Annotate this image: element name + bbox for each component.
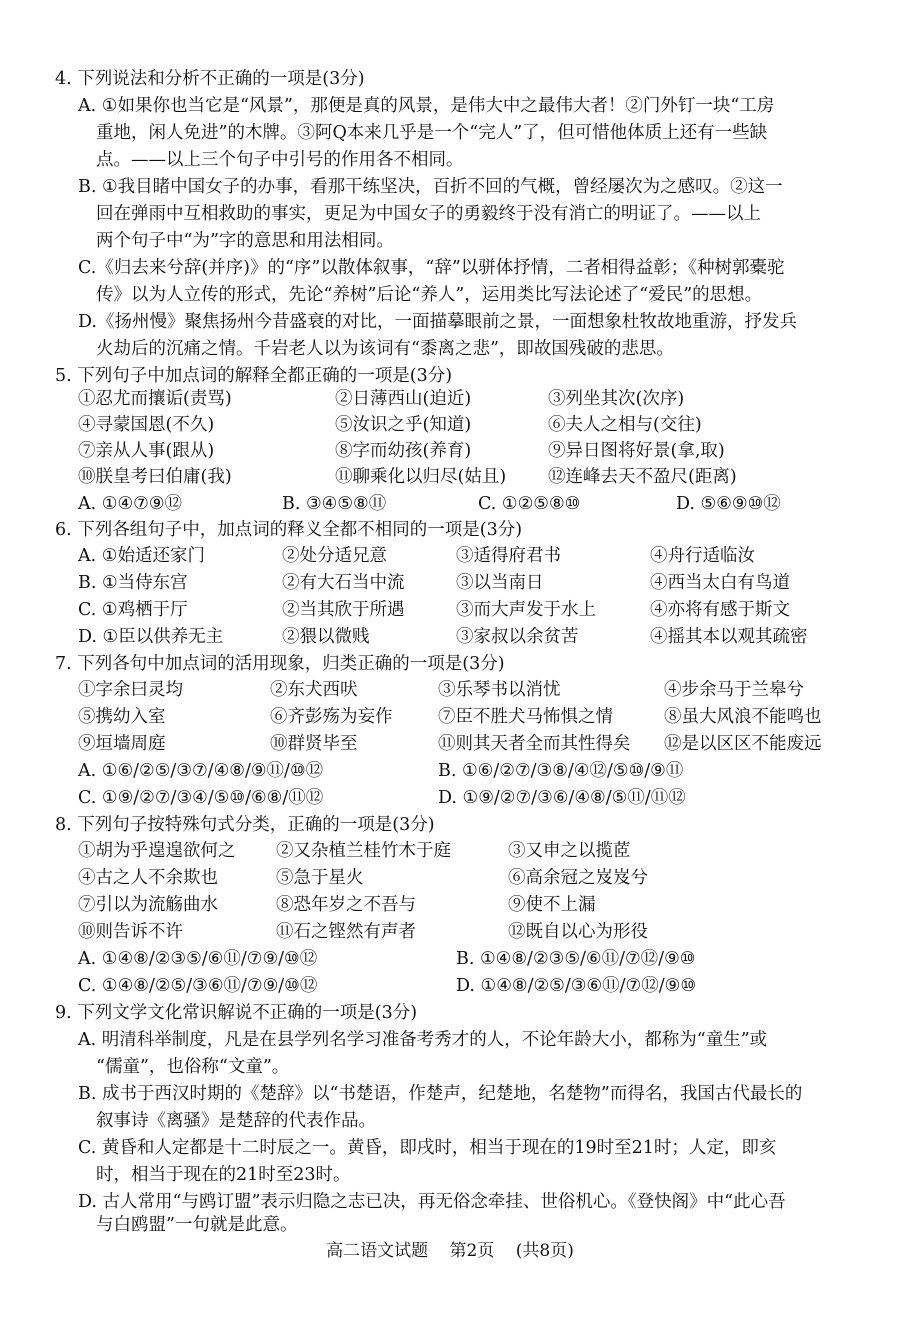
q5-item: ⑧字而幼孩(养育) xyxy=(335,441,472,461)
q9-option-d-cont: 与白鸥盟”一句就是此意。 xyxy=(96,1215,298,1235)
q9-option-b: B. 成书于西汉时期的《楚辞》以“书楚语，作楚声，纪楚地，名楚物”而得名，我国古代最长的 xyxy=(78,1084,803,1104)
q9-option-c-cont: 时，相当于现在的21时至23时。 xyxy=(96,1165,351,1185)
q5-item: ④寻蒙国恩(不久) xyxy=(78,415,215,435)
q9-option-c: C. 黄昏和人定都是十二时辰之一。黄昏，即戌时，相当于现在的19时至21时；人定，即亥 xyxy=(78,1138,777,1158)
q4-stem: 4. 下列说法和分析不正确的一项是(3分) xyxy=(55,69,365,89)
q6-item: C. ①鸡栖于厅 xyxy=(78,600,188,620)
q8-choice-a: A. ①④⑧/②③⑤/⑥⑪/⑦⑨/⑩⑫ xyxy=(78,949,318,969)
q5-choice-b: B. ③④⑤⑧⑪ xyxy=(282,494,387,514)
q5-item: ①忍尤而攘诟(责骂) xyxy=(78,389,232,409)
q6-item: ②有大石当中流 xyxy=(282,573,405,593)
q8-item: ⑦引以为流觞曲水 xyxy=(78,895,218,915)
q7-item: ④步余马于兰皋兮 xyxy=(664,680,804,700)
q9-option-a-cont: “儒童”，也俗称“文童”。 xyxy=(96,1057,290,1077)
q5-item: ③列坐其次(次序) xyxy=(548,389,685,409)
q6-item: ④西当太白有鸟道 xyxy=(650,573,790,593)
q6-item: A. ①始适还家门 xyxy=(78,546,205,566)
q6-item: ②处分适兄意 xyxy=(282,546,387,566)
q7-choice-a: A. ①⑥/②⑤/③⑦/④⑧/⑨⑪/⑩⑫ xyxy=(78,761,324,781)
q5-item: ⑦亲从人事(跟从) xyxy=(78,441,215,461)
q4-option-c-cont: 传》以为人立传的形式，先论“养树”后论“养人”，运用类比写法论述了“爱民”的思想。 xyxy=(96,285,763,305)
q8-item: ⑫既自以心为形役 xyxy=(508,922,648,942)
q7-item: ①字余曰灵均 xyxy=(78,680,183,700)
q6-item: B. ①当侍东宫 xyxy=(78,573,188,593)
q8-item: ④古之人不余欺也 xyxy=(78,868,218,888)
q5-item: ②日薄西山(迫近) xyxy=(335,389,472,409)
q6-item: ④亦将有感于斯文 xyxy=(650,600,790,620)
q7-item: ⑨垣墙周庭 xyxy=(78,734,166,754)
q6-item: D. ①臣以供养无主 xyxy=(78,627,224,647)
q5-item: ⑩朕皇考曰伯庸(我) xyxy=(78,467,232,487)
q5-item: ⑪聊乘化以归尽(姑且) xyxy=(335,467,507,487)
q6-item: ④舟行适临汝 xyxy=(650,546,755,566)
q7-choice-b: B. ①⑥/②⑦/③⑧/④⑫/⑤⑩/⑨⑪ xyxy=(438,761,684,781)
q4-option-c: C.《归去来兮辞(并序)》的“序”以散体叙事，“辞”以骈体抒情，二者相得益彰；《种树郭橐驼 xyxy=(78,258,785,278)
page-footer xyxy=(0,1236,900,1261)
q4-option-b: B. ①我目睹中国女子的办事，看那干练坚决，百折不回的气概，曾经屡次为之感叹。②这一 xyxy=(78,177,783,197)
q8-item: ⑤急于星火 xyxy=(276,868,364,888)
q4-option-b-cont: 回在弹雨中互相救助的事实，更足为中国女子的勇毅终于没有消亡的明证了。——以上 xyxy=(96,204,761,224)
q8-stem: 8. 下列句子按特殊句式分类，正确的一项是(3分) xyxy=(55,815,435,835)
q4-option-d-cont: 火劫后的沉痛之情。千岩老人以为该词有“黍离之悲”，即故国残破的悲思。 xyxy=(96,339,674,359)
footer-title: 高二语文试题 xyxy=(326,1241,429,1261)
q7-choice-d: D. ①⑨/②⑦/③⑥/④⑧/⑤⑪/⑪⑫ xyxy=(438,788,686,808)
q7-item: ⑩群贤毕至 xyxy=(270,734,358,754)
q8-item: ③又申之以揽茝 xyxy=(508,841,631,861)
q8-item: ⑩则告诉不许 xyxy=(78,922,183,942)
q5-choice-c: C. ①②⑤⑧⑩ xyxy=(478,494,581,514)
q5-item: ⑨异日图将好景(拿,取) xyxy=(548,441,725,461)
q4-option-b-cont: 两个句子中“为”字的意思和用法相同。 xyxy=(96,231,394,251)
footer-page-number: 第2页 xyxy=(449,1241,495,1261)
q6-item: ②当其欣于所遇 xyxy=(282,600,405,620)
q7-item: ⑧虽大风浪不能鸣也 xyxy=(664,707,822,727)
q4-option-a-cont: 点。——以上三个句子中引号的作用各不相同。 xyxy=(96,150,464,170)
q7-item: ⑤携幼入室 xyxy=(78,707,166,727)
q6-stem: 6. 下列各组句子中，加点词的释义全都不相同的一项是(3分) xyxy=(55,520,523,540)
q8-item: ⑥高余冠之岌岌兮 xyxy=(508,868,648,888)
q6-item: ③以当南日 xyxy=(456,573,544,593)
q6-item: ③家叔以余贫苦 xyxy=(456,627,579,647)
q7-item: ⑫是以区区不能废远 xyxy=(664,734,822,754)
q5-item: ⑥夫人之相与(交往) xyxy=(548,415,702,435)
q7-item: ③乐琴书以消忧 xyxy=(438,680,561,700)
q8-choice-c: C. ①④⑧/②⑤/③⑥⑪/⑦⑨/⑩⑫ xyxy=(78,976,318,996)
q7-choice-c: C. ①⑨/②⑦/③④/⑤⑩/⑥⑧/⑪⑫ xyxy=(78,788,324,808)
q7-item: ⑥齐彭殇为妄作 xyxy=(270,707,393,727)
q7-item: ⑦臣不胜犬马怖惧之情 xyxy=(438,707,613,727)
q9-stem: 9. 下列文学文化常识解说不正确的一项是(3分) xyxy=(55,1003,418,1023)
q9-option-a: A. 明清科举制度，凡是在县学列名学习准备考秀才的人，不论年龄大小，都称为“童生”或 xyxy=(78,1030,768,1050)
q8-item: ①胡为乎遑遑欲何之 xyxy=(78,841,236,861)
q8-item: ②又杂植兰桂竹木于庭 xyxy=(276,841,451,861)
q5-choice-d: D. ⑤⑥⑨⑩⑫ xyxy=(676,494,781,514)
q5-item: ⑤汝识之乎(知道) xyxy=(335,415,472,435)
q5-choice-a: A. ①④⑦⑨⑫ xyxy=(78,494,183,514)
q9-option-b-cont: 叙事诗《离骚》是楚辞的代表作品。 xyxy=(96,1111,376,1131)
q8-item: ⑨使不上漏 xyxy=(508,895,596,915)
q8-choice-b: B. ①④⑧/②③⑤/⑥⑪/⑦⑫/⑨⑩ xyxy=(456,949,696,969)
q4-option-a-cont: 重地，闲人免进”的木牌。③阿Q本来几乎是一个“完人”了，但可惜他体质上还有一些缺 xyxy=(96,123,768,143)
q8-item: ⑪石之铿然有声者 xyxy=(276,922,416,942)
q8-choice-d: D. ①④⑧/②⑤/③⑥⑪/⑦⑫/⑨⑩ xyxy=(456,976,697,996)
q8-item: ⑧恐年岁之不吾与 xyxy=(276,895,416,915)
q9-option-d: D. 古人常用“与鸥订盟”表示归隐之志已决，再无俗念牵挂、世俗机心。《登快阁》中“此心吾 xyxy=(78,1192,786,1212)
q7-item: ⑪则其天者全而其性得矣 xyxy=(438,734,631,754)
q4-option-a: A. ①如果你也当它是“风景”，那便是真的风景，是伟大中之最伟大者！②门外钉一块“工房 xyxy=(78,96,775,116)
q7-item: ②东犬西吠 xyxy=(270,680,358,700)
q6-item: ②猥以微贱 xyxy=(282,627,370,647)
q5-stem: 5. 下列句子中加点词的解释全都正确的一项是(3分) xyxy=(55,366,453,386)
q5-item: ⑫连峰去天不盈尺(距离) xyxy=(548,467,737,487)
q6-item: ④摇其本以观其疏密 xyxy=(650,627,808,647)
q6-item: ③而大声发于水上 xyxy=(456,600,596,620)
q6-item: ③适得府君书 xyxy=(456,546,561,566)
q4-option-d: D.《扬州慢》聚焦扬州今昔盛衰的对比，一面描摹眼前之景，一面想象杜牧故地重游，抒发兵 xyxy=(78,312,797,332)
footer-total-pages: (共8页) xyxy=(515,1241,574,1261)
q7-stem: 7. 下列各句中加点词的活用现象，归类正确的一项是(3分) xyxy=(55,654,505,674)
